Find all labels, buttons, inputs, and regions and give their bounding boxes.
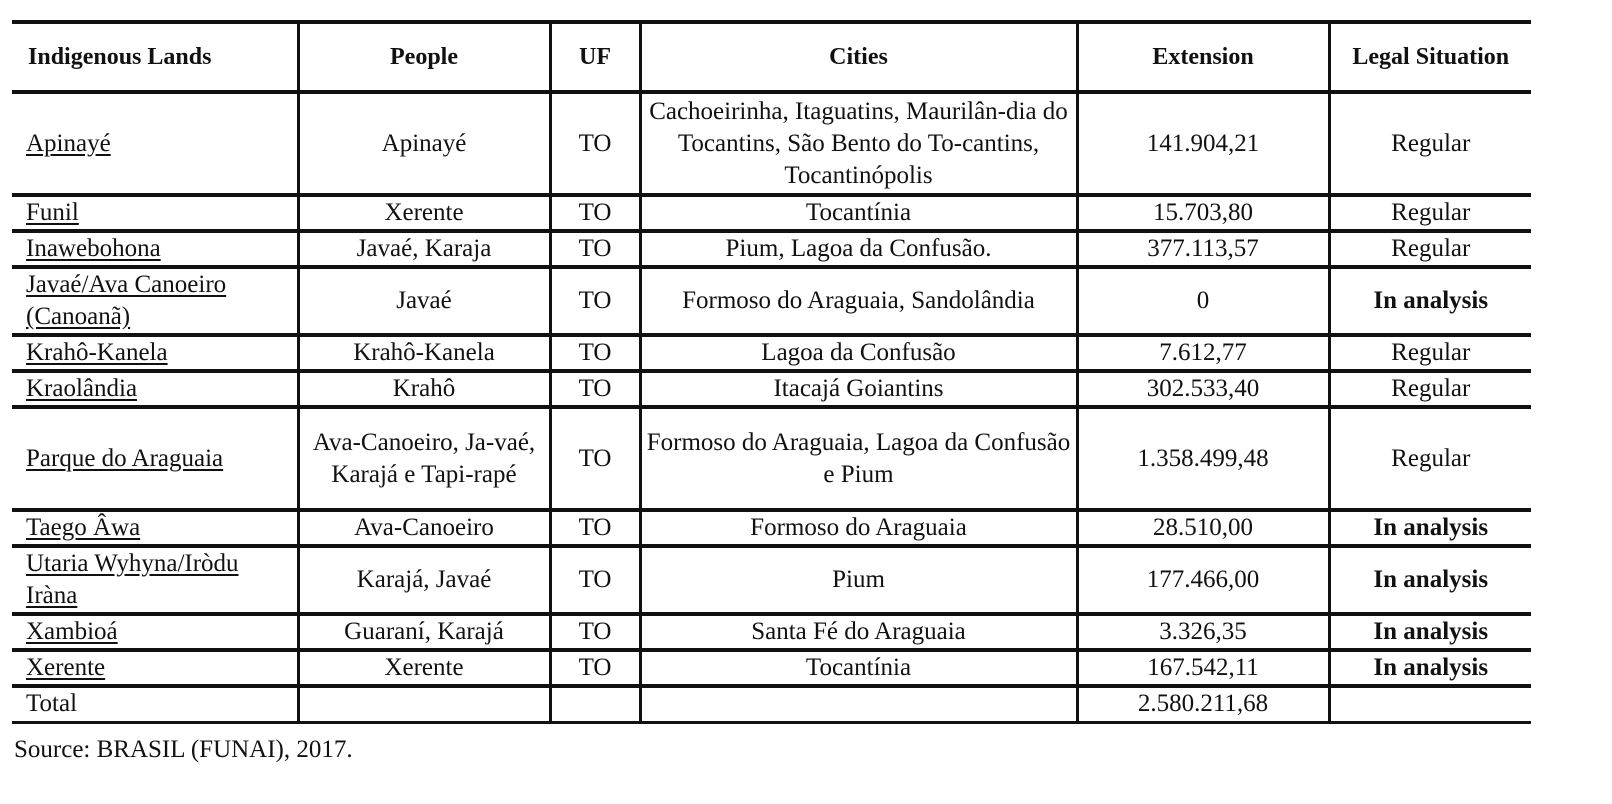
header-extension: Extension — [1077, 22, 1329, 92]
status-cell: Regular — [1329, 407, 1531, 510]
people-cell: Apinayé — [298, 92, 550, 195]
uf-cell: TO — [550, 371, 640, 407]
uf-cell: TO — [550, 546, 640, 614]
cities-cell: Formoso do Araguaia — [640, 510, 1077, 546]
status-cell: In analysis — [1329, 614, 1531, 650]
cities-cell: Formoso do Araguaia, Sandolândia — [640, 267, 1077, 335]
extension-cell: 167.542,11 — [1077, 650, 1329, 686]
land-link[interactable]: Xerente — [12, 650, 298, 686]
extension-cell: 15.703,80 — [1077, 195, 1329, 231]
table-row — [12, 510, 1531, 546]
people-cell: Krahô-Kanela — [298, 335, 550, 371]
status-cell: In analysis — [1329, 510, 1531, 546]
extension-cell: 28.510,00 — [1077, 510, 1329, 546]
cities-cell: Tocantínia — [640, 195, 1077, 231]
extension-cell: 0 — [1077, 267, 1329, 335]
total-status-cell — [1329, 686, 1531, 722]
table-row — [12, 195, 1531, 231]
people-cell: Xerente — [298, 650, 550, 686]
extension-cell: 177.466,00 — [1077, 546, 1329, 614]
table-row — [12, 267, 1531, 335]
cities-cell: Santa Fé do Araguaia — [640, 614, 1077, 650]
cities-cell: Cachoeirinha, Itaguatins, Maurilân-dia do Tocantins, São Bento do To-cantins, Tocantinópolis — [640, 92, 1077, 195]
uf-cell: TO — [550, 231, 640, 267]
header-uf: UF — [550, 22, 640, 92]
land-link[interactable]: Kraolândia — [12, 371, 298, 407]
cities-cell: Pium — [640, 546, 1077, 614]
land-link[interactable]: Javaé/Ava Canoeiro (Canoanã) — [12, 267, 298, 335]
people-cell: Karajá, Javaé — [298, 546, 550, 614]
extension-cell: 377.113,57 — [1077, 231, 1329, 267]
land-link[interactable]: Inawebohona — [12, 231, 298, 267]
header-indigenous-lands: Indigenous Lands — [12, 22, 298, 92]
status-cell: Regular — [1329, 92, 1531, 195]
land-link[interactable]: Krahô-Kanela — [12, 335, 298, 371]
cities-cell: Itacajá Goiantins — [640, 371, 1077, 407]
people-cell: Javaé — [298, 267, 550, 335]
status-cell: In analysis — [1329, 650, 1531, 686]
indigenous-lands-table-container — [12, 20, 1531, 724]
uf-cell: TO — [550, 510, 640, 546]
land-link[interactable]: Xambioá — [12, 614, 298, 650]
people-cell: Guaraní, Karajá — [298, 614, 550, 650]
indigenous-lands-table — [12, 20, 1531, 724]
header-cities: Cities — [640, 22, 1077, 92]
status-cell: In analysis — [1329, 546, 1531, 614]
people-cell: Javaé, Karaja — [298, 231, 550, 267]
cities-cell: Tocantínia — [640, 650, 1077, 686]
table-row — [12, 650, 1531, 686]
people-cell: Ava-Canoeiro — [298, 510, 550, 546]
people-cell: Xerente — [298, 195, 550, 231]
status-cell: Regular — [1329, 371, 1531, 407]
uf-cell: TO — [550, 267, 640, 335]
land-link[interactable]: Apinayé — [12, 92, 298, 195]
uf-cell: TO — [550, 335, 640, 371]
land-link[interactable]: Utaria Wyhyna/Iròdu Iràna — [12, 546, 298, 614]
status-cell: Regular — [1329, 231, 1531, 267]
status-cell: Regular — [1329, 195, 1531, 231]
status-cell: Regular — [1329, 335, 1531, 371]
table-row — [12, 92, 1531, 195]
land-link[interactable]: Parque do Araguaia — [12, 407, 298, 510]
extension-cell: 7.612,77 — [1077, 335, 1329, 371]
table-row — [12, 335, 1531, 371]
total-extension: 2.580.211,68 — [1077, 686, 1329, 722]
total-cities-cell — [640, 686, 1077, 722]
table-body — [12, 92, 1531, 722]
table-header-row — [12, 22, 1531, 92]
uf-cell: TO — [550, 650, 640, 686]
table-row — [12, 231, 1531, 267]
extension-cell: 141.904,21 — [1077, 92, 1329, 195]
table-row — [12, 371, 1531, 407]
land-link[interactable]: Funil — [12, 195, 298, 231]
extension-cell: 3.326,35 — [1077, 614, 1329, 650]
extension-cell: 1.358.499,48 — [1077, 407, 1329, 510]
status-cell: In analysis — [1329, 267, 1531, 335]
table-row — [12, 546, 1531, 614]
cities-cell: Lagoa da Confusão — [640, 335, 1077, 371]
total-people-cell — [298, 686, 550, 722]
extension-cell: 302.533,40 — [1077, 371, 1329, 407]
land-link[interactable]: Taego Âwa — [12, 510, 298, 546]
source-note: Source: BRASIL (FUNAI), 2017. — [14, 736, 353, 763]
header-people: People — [298, 22, 550, 92]
total-label: Total — [12, 686, 298, 722]
cities-cell: Pium, Lagoa da Confusão. — [640, 231, 1077, 267]
header-legal-situation: Legal Situation — [1329, 22, 1531, 92]
uf-cell: TO — [550, 407, 640, 510]
uf-cell: TO — [550, 614, 640, 650]
people-cell: Ava-Canoeiro, Ja-vaé, Karajá e Tapi-rapé — [298, 407, 550, 510]
total-row — [12, 686, 1531, 722]
uf-cell: TO — [550, 195, 640, 231]
people-cell: Krahô — [298, 371, 550, 407]
uf-cell: TO — [550, 92, 640, 195]
table-row — [12, 407, 1531, 510]
table-row — [12, 614, 1531, 650]
total-uf-cell — [550, 686, 640, 722]
cities-cell: Formoso do Araguaia, Lagoa da Confusão e Pium — [640, 407, 1077, 510]
